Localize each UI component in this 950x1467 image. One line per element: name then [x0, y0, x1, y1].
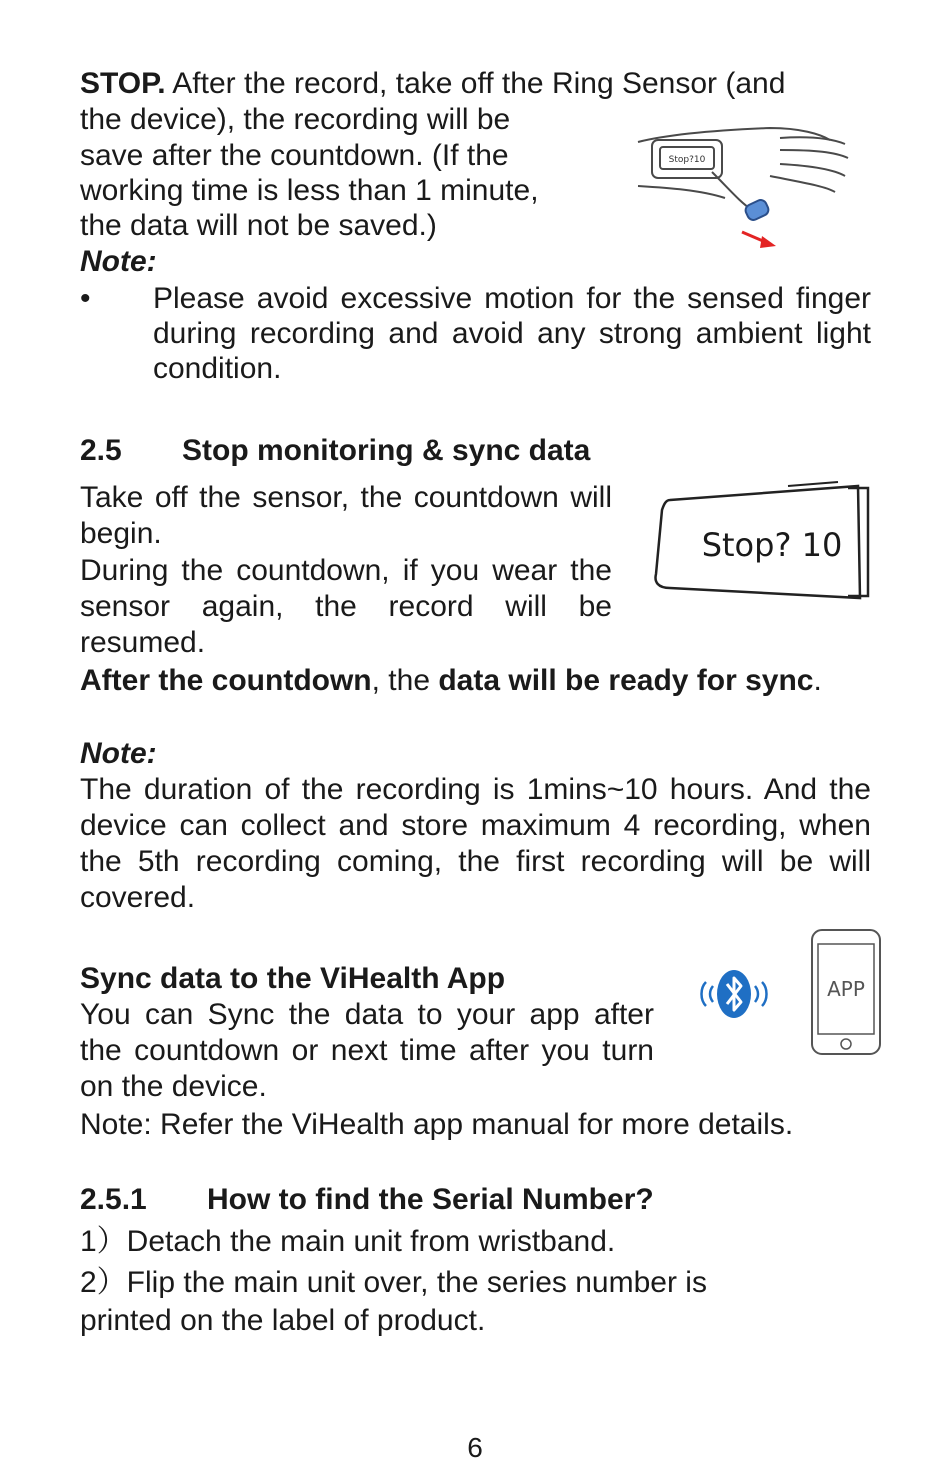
page-number: 6 [467, 1432, 483, 1463]
section-2-5-heading [80, 433, 640, 469]
finger-4 [770, 176, 835, 192]
phone-app-icon [808, 926, 884, 1058]
step-1: 1）Detach the main unit from wristband. [80, 1225, 616, 1258]
sync-note: Note: Refer the ViHealth app manual for more details. [80, 1108, 794, 1141]
stop-note-bullet [80, 281, 871, 391]
bluetooth-icon [694, 964, 774, 1024]
signal-left-outer [702, 982, 707, 1006]
stop-line-1-text: After the record, take off the Ring Sensor (and [172, 67, 786, 100]
stop-lead: STOP. [80, 67, 166, 100]
signal-right-outer [762, 982, 767, 1006]
after-countdown-bold: After the countdown [80, 664, 372, 697]
finger-3 [780, 164, 845, 176]
sync-para: You can Sync the data to your app after the countdown or next time after you turn on the device. [80, 998, 654, 1103]
subsection-title: How to find the Serial Number? [207, 1183, 654, 1216]
stop-line-2: the device), the recording will be [80, 103, 511, 136]
after-countdown-mid: , the [371, 664, 439, 697]
after-countdown-end: . [813, 664, 822, 697]
stop-line-3: save after the countdown. (If the [80, 139, 509, 172]
sync-heading: Sync data to the ViHealth App [80, 962, 506, 995]
section-2-5-note-text: The duration of the recording is 1mins~10 hours. And the device can collect and store maximum 4 recording, when the 5th recording coming, the first recording will be will covered. [80, 773, 871, 914]
device-display-illustration [648, 478, 874, 606]
section-number: 2.5 [80, 434, 122, 467]
section-2-5-para-1: Take off the sensor, the countdown will begin. [80, 481, 612, 550]
phone-label: APP [827, 977, 865, 1001]
section-2-5-1-heading [80, 1182, 880, 1218]
stop-line-5: the data will not be saved.) [80, 209, 437, 242]
section-2-5-note-label: Note: [80, 737, 157, 770]
display-text: Stop? 10 [701, 526, 843, 564]
stop-note-label: Note: [80, 245, 157, 278]
subsection-number: 2.5.1 [80, 1183, 147, 1216]
bullet-dot: • [80, 282, 91, 315]
section-title: Stop monitoring & sync data [182, 434, 591, 467]
display-top-button [788, 482, 838, 486]
wrist-device-illustration [630, 120, 860, 260]
bullet-text: Please avoid excessive motion for the sensed finger during recording and avoid any strong ambient light condition. [153, 282, 871, 385]
after-countdown-line [80, 663, 880, 699]
red-arrow-head-icon [760, 236, 776, 248]
signal-left-inner [710, 986, 713, 1002]
stop-line-4: working time is less than 1 minute, [80, 174, 539, 207]
phone-home-button [841, 1039, 851, 1049]
ring-sensor [744, 198, 771, 222]
stop-line-1 [80, 66, 880, 102]
step-2-line-2: printed on the label of product. [80, 1304, 486, 1337]
step-2-line-1: 2）Flip the main unit over, the series number is [80, 1266, 707, 1299]
signal-right-inner [755, 986, 758, 1002]
finger-1 [780, 137, 845, 144]
section-2-5-para-2: During the countdown, if you wear the sensor again, the record will be resumed. [80, 554, 612, 659]
finger-2 [780, 150, 848, 158]
cable [712, 172, 752, 210]
ready-for-sync-bold: data will be ready for sync [438, 664, 814, 697]
arm-outline-bottom [638, 186, 725, 198]
device-screen-text: Stop?10 [668, 155, 706, 165]
